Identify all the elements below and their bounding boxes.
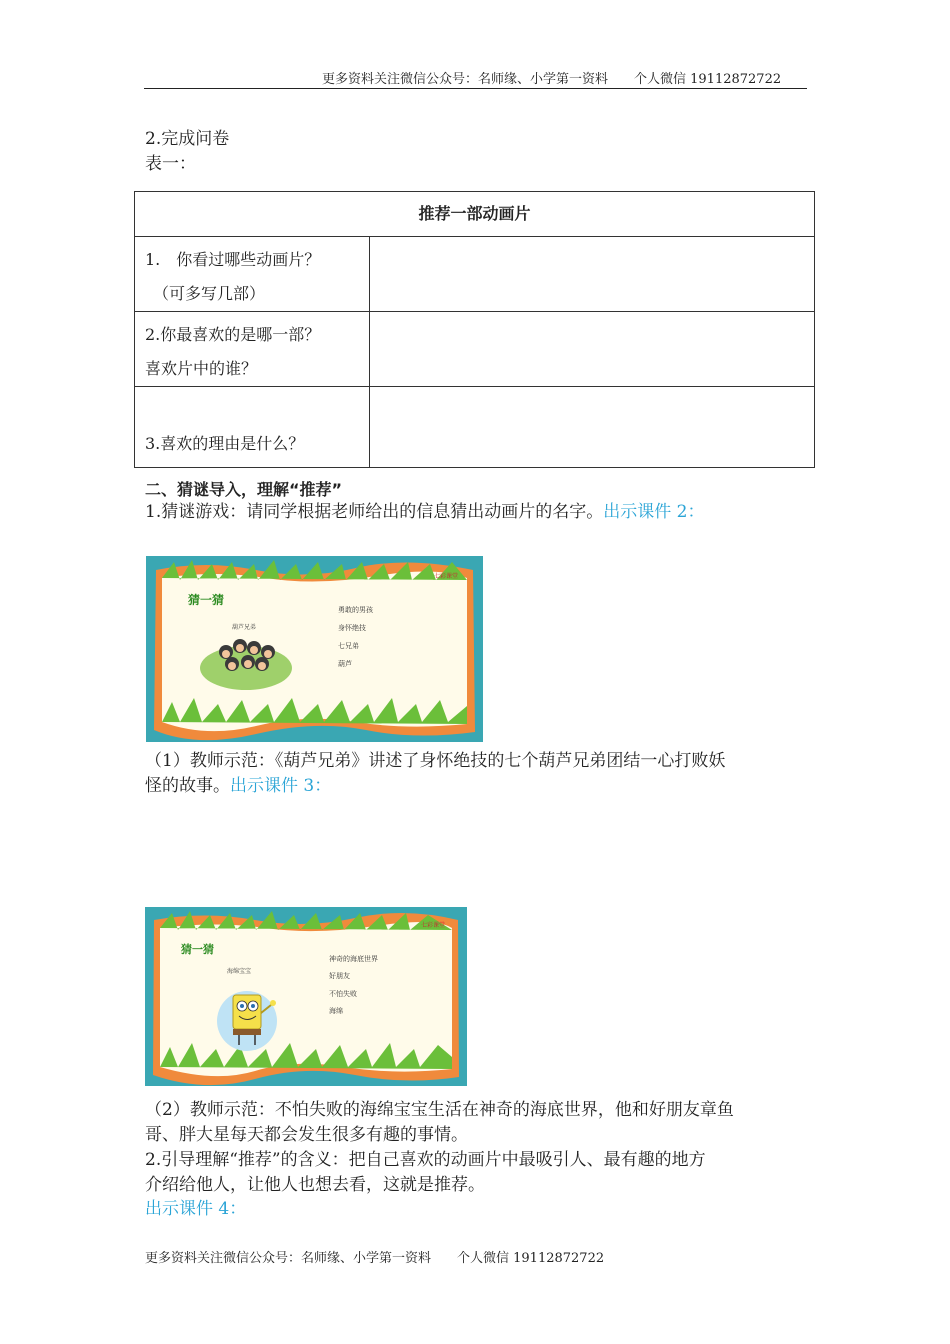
- question-2-line-1: 2.你最喜欢的是哪一部？: [145, 325, 321, 344]
- demo-1-line-1: （1）教师示范：《葫芦兄弟》讲述了身怀绝技的七个葫芦兄弟团结一心打败妖: [145, 751, 726, 771]
- step-complete-survey: 2.完成问卷: [145, 129, 230, 149]
- page-header-text: 更多资料关注微信公众号：名师缘、小学第一资料 个人微信 19112872722: [322, 72, 782, 87]
- survey-table-title: 推荐一部动画片: [135, 192, 815, 237]
- survey-question-2: [135, 312, 370, 387]
- slide-1-brand: 七彩课堂: [434, 573, 459, 580]
- section-2-heading: 二、猜谜导入，理解“推荐”: [145, 480, 343, 499]
- slide-1-title: 猜一猜: [188, 593, 225, 607]
- survey-answer-1[interactable]: [370, 237, 815, 312]
- slide-2-clue-3: 不怕失败: [329, 990, 357, 998]
- survey-question-1: [135, 237, 370, 312]
- slide-2-clue-1: 神奇的海底世界: [329, 955, 378, 963]
- courseware-3-link[interactable]: 出示课件 3：: [230, 776, 332, 796]
- demo-2-line-1: （2）教师示范：不怕失败的海绵宝宝生活在神奇的海底世界，他和好朋友章鱼: [145, 1100, 734, 1120]
- slide-1-caption: 葫芦兄弟: [232, 624, 257, 631]
- slide-2-clue-2: 好朋友: [329, 972, 350, 980]
- recommend-meaning-line-1: 2.引导理解“推荐”的含义：把自己喜欢的动画片中最吸引人、最有趣的地方: [145, 1150, 706, 1170]
- page-footer-text: 更多资料关注微信公众号：名师缘、小学第一资料 个人微信 19112872722: [145, 1251, 605, 1266]
- demo-1-line-2: [145, 774, 331, 799]
- courseware-slide-calabash-brothers: [146, 556, 483, 742]
- riddle-game-instruction: 1.猜谜游戏：请同学根据老师给出的信息猜出动画片的名字。: [145, 502, 604, 522]
- question-1-line-2: （可多写几部）: [145, 284, 266, 303]
- demo-2-line-2: 哥、胖大星每天都会发生很多有趣的事情。: [145, 1125, 468, 1145]
- courseware-slide-spongebob: [145, 907, 467, 1086]
- slide-1-clue-4: 葫芦: [338, 660, 352, 668]
- slide-2-clue-4: 海绵: [329, 1007, 343, 1015]
- courseware-4-link[interactable]: 出示课件 4：: [145, 1199, 247, 1219]
- question-2-line-2: 喜欢片中的谁？: [145, 359, 258, 378]
- slide-2-title: 猜一猜: [181, 943, 214, 956]
- question-3-line-1: [145, 393, 359, 427]
- question-1-line-1: 1. 你看过哪些动画片？: [145, 250, 321, 269]
- survey-answer-3[interactable]: [370, 387, 815, 468]
- table-label: 表一：: [145, 154, 196, 174]
- question-3-line-2: 3.喜欢的理由是什么？: [145, 434, 305, 453]
- survey-table: [134, 191, 815, 468]
- slide-2-brand: 七彩课堂: [421, 922, 446, 929]
- header-divider: [144, 88, 807, 89]
- courseware-2-link[interactable]: 出示课件 2：: [603, 502, 705, 522]
- slide-1-clue-1: 勇敢的男孩: [338, 606, 373, 614]
- survey-answer-2[interactable]: [370, 312, 815, 387]
- riddle-game-text: [145, 500, 704, 525]
- demo-1-text: 怪的故事。: [145, 776, 230, 796]
- slide-1-clue-2: 身怀绝技: [338, 624, 366, 632]
- slide-1-clue-3: 七兄弟: [338, 642, 359, 650]
- recommend-meaning-line-2: 介绍给他人，让他人也想去看，这就是推荐。: [145, 1175, 485, 1195]
- survey-question-3: [135, 387, 370, 468]
- slide-2-caption: 海绵宝宝: [227, 968, 252, 975]
